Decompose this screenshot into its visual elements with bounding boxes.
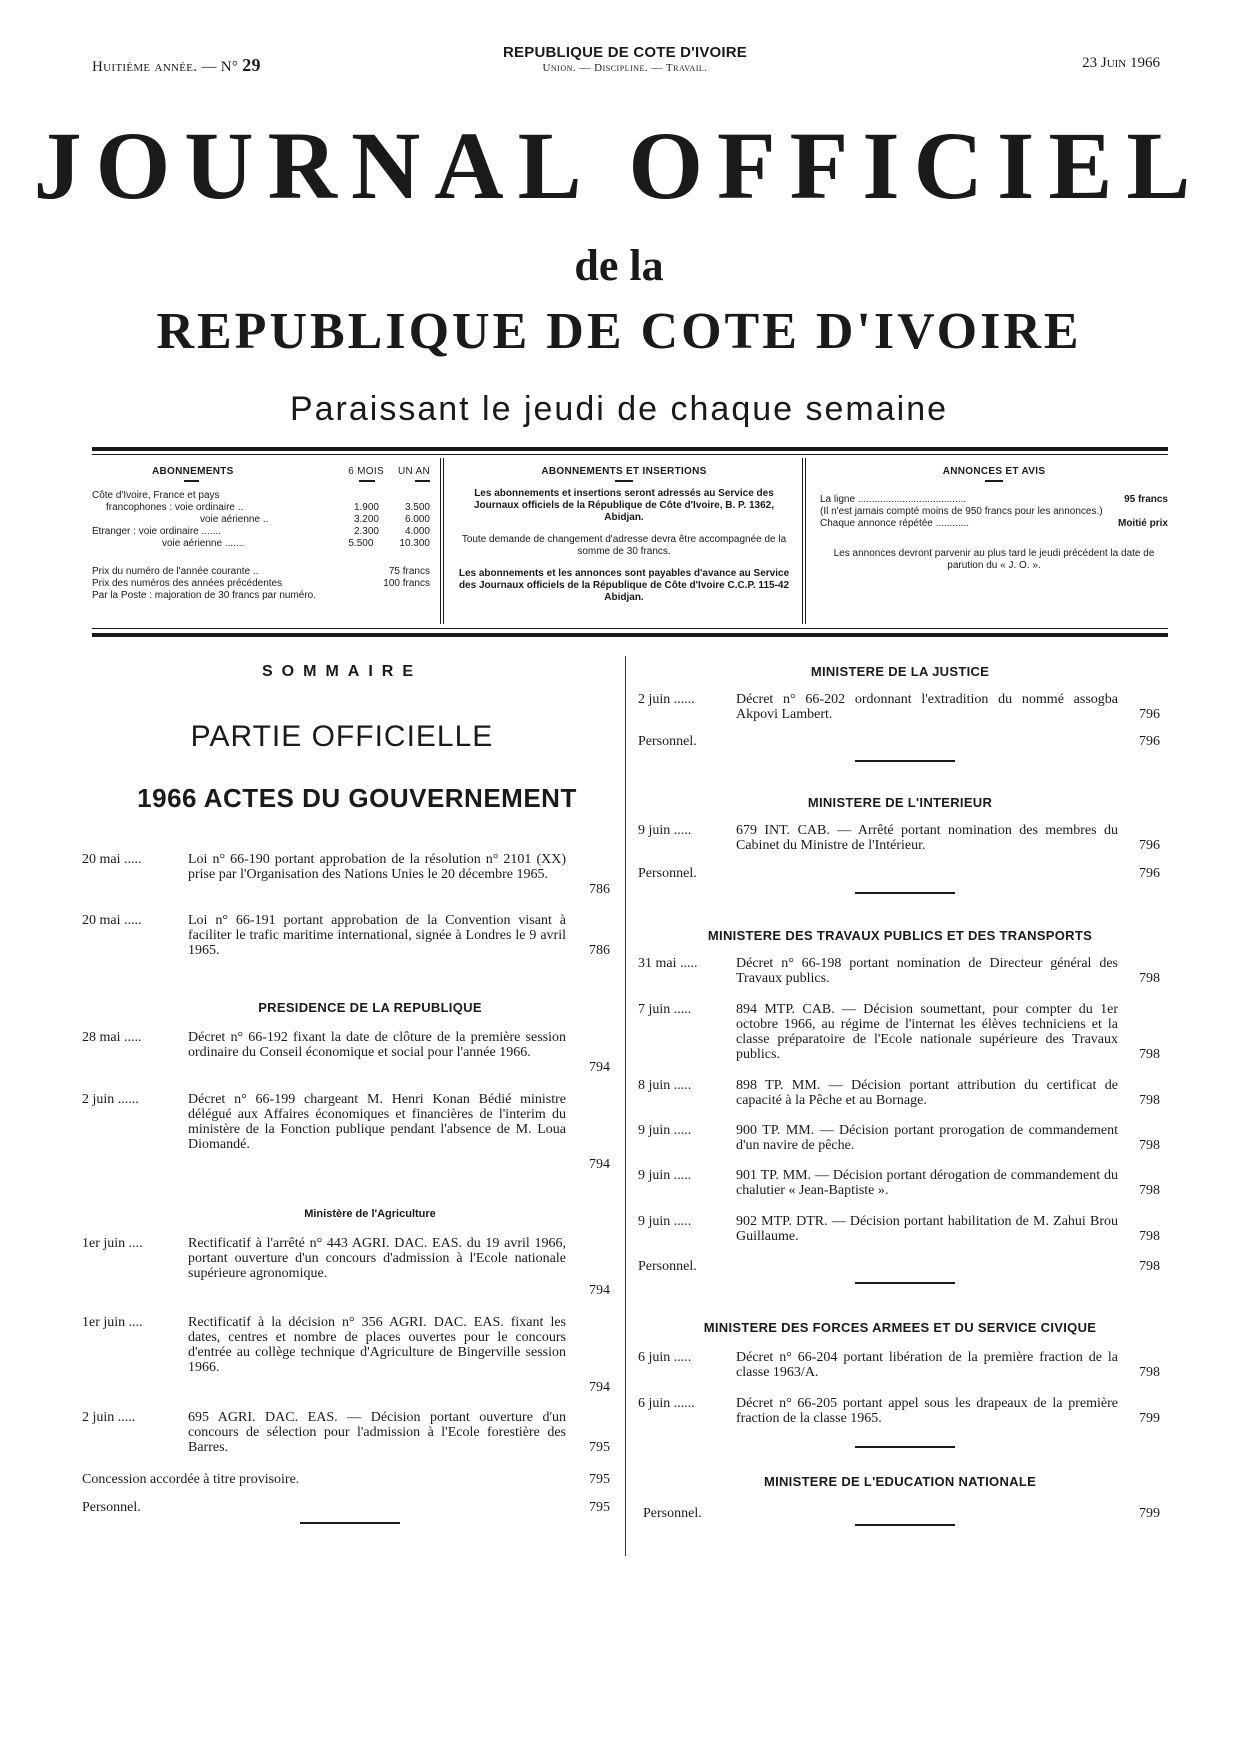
concession-line: Concession accordée à titre provisoire. 795 (82, 1472, 610, 1487)
abo-row: Etranger : voie ordinaire ....... 2.300 4.000 (92, 526, 430, 537)
divider (855, 1446, 955, 1448)
journal-title: JOURNAL OFFICIEL (33, 112, 1205, 219)
education-heading: MINISTERE DE L'EDUCATION NATIONALE (763, 1474, 1037, 1489)
list-item: 28 mai ..... Décret n° 66-192 fixant la date de clôture de la première session ordinaire du Conseil économique et social pour l'année 1966. 794 (82, 1030, 610, 1075)
abo-row: voie aérienne .. 3.200 6.000 (200, 514, 430, 525)
partie-officielle: PARTIE OFFICIELLE (190, 720, 494, 753)
list-item: 8 juin ..... 898 TP. MM. — Décision portant attribution du certificat de capacité à la Pêche et au Bornage. 798 (638, 1078, 1160, 1108)
box-divider-1 (440, 458, 441, 624)
issue-number: 29 (242, 55, 261, 75)
personnel-line: Personnel. 795 (82, 1500, 610, 1515)
annonces-heading: ANNONCES ET AVIS (942, 466, 1046, 477)
personnel-line: Personnel. 799 (643, 1506, 1160, 1521)
list-item: 9 juin ..... 900 TP. MM. — Décision portant prorogation de commandement d'un navire de pêche. 798 (638, 1123, 1160, 1153)
personnel-line: Personnel. 796 (638, 866, 1160, 881)
insertions-heading: ABONNEMENTS ET INSERTIONS (541, 466, 707, 477)
list-item: 20 mai ..... Loi n° 66-190 portant approbation de la résolution n° 2101 (XX) prise par l'Organisation des Nations Unies le 20 décembre 1965. 786 (82, 852, 610, 897)
divider (855, 1282, 955, 1284)
actes-title: 1966 ACTES DU GOUVERNEMENT (137, 783, 577, 813)
divider (300, 1522, 400, 1524)
republic-name: REPUBLIQUE DE COTE D'IVOIRE (503, 44, 747, 61)
interieur-heading: MINISTERE DE L'INTERIEUR (807, 795, 993, 810)
forces-heading: MINISTERE DES FORCES ARMEES ET DU SERVICE CIVIQUE (703, 1320, 1097, 1335)
list-item: 1er juin .... Rectificatif à la décision n° 356 AGRI. DAC. EAS. fixant les dates, centres et nombre de places ouvertes pour le concours d'entrée au collège technique d'Agriculture de Bingerville session 1966. 794 (82, 1315, 610, 1395)
list-item: 2 juin ...... Décret n° 66-199 chargeant M. Henri Konan Bédié ministre délégué aux Affaires économiques et financières de l'interim du ministère de la Fonction publique pendant l'absence de M. Loua Diomandé. 794 (82, 1092, 610, 1172)
col-6-mois: 6 MOIS (348, 466, 384, 477)
personnel-line: Personnel. 796 (638, 734, 1160, 749)
list-item: 6 juin ...... Décret n° 66-205 portant appel sous les drapeaux de la première fraction de la classe 1965. 799 (638, 1396, 1160, 1426)
divider (855, 892, 955, 894)
tick (359, 480, 374, 482)
divider (855, 1524, 955, 1526)
price-row: Prix du numéro de l'année courante .. 75 francs (92, 566, 430, 577)
abonnements-heading: ABONNEMENTS (152, 466, 234, 477)
abo-row: Côte d'Ivoire, France et pays (92, 490, 220, 501)
box-divider-2 (802, 458, 803, 624)
box-top-rule-thin (92, 454, 1168, 455)
abonnements-table (92, 490, 430, 550)
tick (415, 480, 430, 482)
list-item: 20 mai ..... Loi n° 66-191 portant approbation de la Convention visant à faciliter le trafic maritime international, signée à Londres le 9 avril 1965. 786 (82, 913, 610, 958)
poste-note: Par la Poste : majoration de 30 francs par numéro. (92, 590, 317, 601)
masthead-subtitle: Paraissant le jeudi de chaque semaine (289, 390, 949, 428)
price-row: Prix des numéros des années précédentes 100 francs (92, 578, 430, 589)
tick (985, 480, 1003, 482)
box-bottom-rule (92, 633, 1168, 637)
issue-label: N° (220, 59, 239, 75)
column-divider (625, 656, 626, 1556)
masthead-republic: REPUBLIQUE DE COTE D'IVOIRE (156, 303, 1082, 360)
abo-row: francophones : voie ordinaire .. 1.900 3.500 (106, 502, 430, 513)
price-list (92, 566, 430, 602)
insertions-text-2: Toute demande de changement d'adresse devra être accompagnée de la somme de 30 francs. (461, 534, 787, 557)
tick (184, 480, 199, 482)
list-item: 2 juin ...... Décret n° 66-202 ordonnant l'extradition du nommé assogba Akpovi Lambert. 796 (638, 692, 1160, 722)
box-bottom-rule-thin (92, 628, 1168, 629)
list-item: 31 mai ..... Décret n° 66-198 portant nomination de Directeur général des Travaux publics. 798 (638, 956, 1160, 986)
list-item: 6 juin ..... Décret n° 66-204 portant libération de la première fraction de la classe 1963/A. 798 (638, 1350, 1160, 1380)
edition-line (92, 55, 261, 76)
issue-date: 23 Juin 1966 (1082, 55, 1160, 71)
masthead-de-la: de la (574, 241, 664, 290)
abonnements-insertions-block (455, 466, 793, 604)
ligne-note: (Il n'est jamais compté moins de 950 francs pour les annonces.) (820, 506, 1103, 517)
sommaire-title: SOMMAIRE (262, 663, 422, 680)
justice-heading: MINISTERE DE LA JUSTICE (810, 664, 990, 679)
tick (615, 480, 633, 482)
list-item: 1er juin .... Rectificatif à l'arrêté n° 443 AGRI. DAC. EAS. du 19 avril 1966, portant ouverture d'un concours d'admission à l'Ecole nationale supérieure agronomique. 794 (82, 1236, 610, 1298)
insertions-text-1: Les abonnements et insertions seront adressés au Service des Journaux officiels de la République de Côte d'Ivoire, B. P. 1362, Abidjan. (473, 488, 775, 523)
personnel-line: Personnel. 798 (638, 1259, 1160, 1274)
box-divider-2b (805, 458, 806, 624)
edition-year: Huitième année. — (92, 59, 217, 75)
repeat-row: Chaque annonce répétée ............ Moitié prix (820, 518, 1168, 529)
list-item: 7 juin ..... 894 MTP. CAB. — Décision soumettant, pour compter du 1er octobre 1966, au régime de l'internat les élèves techniciens et la classe préparatoire de l'Ecole nationale supérieure des Travaux publics. 798 (638, 1002, 1160, 1062)
agriculture-heading: Ministère de l'Agriculture (304, 1208, 436, 1220)
presidence-heading: PRESIDENCE DE LA REPUBLIQUE (258, 1000, 482, 1015)
divider (855, 760, 955, 762)
col-un-an: UN AN (397, 466, 430, 477)
list-item: 9 juin ..... 679 INT. CAB. — Arrêté portant nomination des membres du Cabinet du Ministre de l'Intérieur. 796 (638, 823, 1160, 853)
box-divider-1b (443, 458, 444, 624)
abonnements-block (92, 466, 430, 602)
abo-row: voie aérienne ....... 5.500 10.300 (162, 538, 430, 549)
list-item: 9 juin ..... 902 MTP. DTR. — Décision portant habilitation de M. Zahui Brou Guillaume. 798 (638, 1214, 1160, 1244)
list-item: 9 juin ..... 901 TP. MM. — Décision portant dérogation de commandement du chalutier « Jean-Baptiste ». 798 (638, 1168, 1160, 1198)
travaux-heading: MINISTERE DES TRAVAUX PUBLICS ET DES TRANSPORTS (707, 928, 1093, 943)
ligne-row: La ligne ....................................... 95 francs (820, 494, 1168, 505)
annonces-block (820, 466, 1168, 572)
republic-motto: Union. — Discipline. — Travail. (542, 62, 708, 74)
box-top-rule (92, 447, 1168, 451)
republic-header (430, 44, 820, 74)
list-item: 2 juin ..... 695 AGRI. DAC. EAS. — Décision portant ouverture d'un concours de sélection pour l'admission à l'Ecole forestière des Barres. 795 (82, 1410, 610, 1455)
deadline-note: Les annonces devront parvenir au plus tard le jeudi précédent la date de parution du « J. O. ». (833, 548, 1155, 571)
insertions-text-3: Les abonnements et les annonces sont payables d'avance au Service des Journaux officiels de la République de Côte d'Ivoire C.C.P. 115-42 Abidjan. (458, 568, 790, 603)
